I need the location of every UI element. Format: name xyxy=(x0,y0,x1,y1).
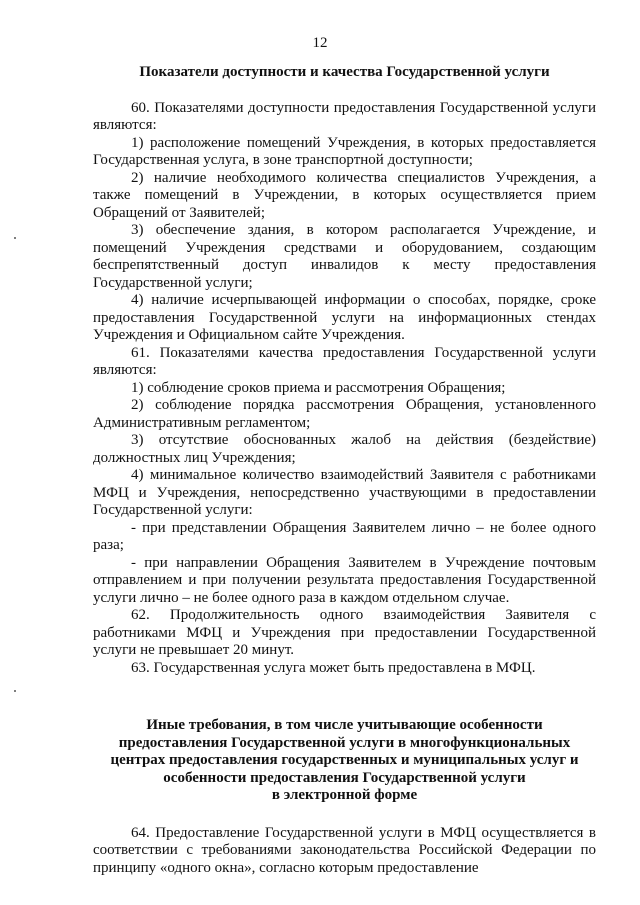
paragraph: 4) наличие исчерпывающей информации о способах, порядке, сроке предоставления Государственной услуги на информационных стендах Учреждения и Официальном сайте Учреждения. xyxy=(93,292,596,343)
heading-line: предоставления Государственной услуги в многофункциональных xyxy=(118,734,571,751)
paragraph: 60. Показателями доступности предоставления Государственной услуги являются: xyxy=(93,99,596,133)
section-1-paragraphs xyxy=(93,100,596,678)
page-number: 12 xyxy=(312,35,328,51)
paragraph: 61. Показателями качества предоставления Государственной услуги являются: xyxy=(93,344,596,378)
heading-line: Иные требования, в том числе учитывающие особенности xyxy=(146,717,543,733)
paragraph: - при представлении Обращения Заявителем лично – не более одного раза; xyxy=(93,519,596,553)
section-heading xyxy=(93,717,596,805)
scan-mark xyxy=(14,690,16,692)
paragraph: 4) минимальное количество взаимодействий Заявителя с работниками МФЦ и Учреждения, непосредственно участвующими в предоставлении Государственной услуги: xyxy=(93,467,596,518)
section-2-paragraphs xyxy=(93,825,596,878)
paragraph: 1) расположение помещений Учреждения, в которых предоставляется Государственная услуга, в зоне транспортной доступности; xyxy=(93,134,596,168)
paragraph: 3) отсутствие обоснованных жалоб на действия (бездействие) должностных лиц Учреждения; xyxy=(93,432,596,466)
paragraph: 64. Предоставление Государственной услуги в МФЦ осуществляется в соответствии с требованиями законодательства Российской Федерации по принципу «одного окна», согласно которым предоставление xyxy=(93,824,596,876)
paragraph: 1) соблюдение сроков приема и рассмотрения Обращения; xyxy=(131,379,506,396)
paragraph: 3) обеспечение здания, в котором располагается Учреждение, и помещений Учреждения средствами и оборудованием, создающим беспрепятственный доступ инвалидов к месту предоставления Государственной услуги; xyxy=(93,222,596,291)
document-body xyxy=(93,64,596,877)
paragraph: 2) наличие необходимого количества специалистов Учреждения, а также помещений в Учреждении, в которых осуществляется прием Обращений от Заявителей; xyxy=(93,169,596,221)
section-heading: Показатели доступности и качества Государственной услуги xyxy=(139,64,550,80)
paragraph: - при направлении Обращения Заявителем в Учреждение почтовым отправлением и при получении результата предоставления Государственной услуги лично – не более одного раза в каждом отдельном случае. xyxy=(93,554,596,606)
paragraph: 2) соблюдение порядка рассмотрения Обращения, установленного Административным регламентом; xyxy=(93,397,596,431)
scan-mark xyxy=(14,237,16,239)
paragraph: 63. Государственная услуга может быть предоставлена в МФЦ. xyxy=(131,659,536,676)
heading-line: особенности предоставления Государственной услуги xyxy=(163,769,526,786)
paragraph: 62. Продолжительность одного взаимодействия Заявителя с работниками МФЦ и Учреждения при предоставлении Государственной услуги не превышает 20 минут. xyxy=(93,607,596,658)
heading-line: центрах предоставления государственных и муниципальных услуг и xyxy=(110,752,579,768)
heading-line: в электронной форме xyxy=(271,787,418,803)
